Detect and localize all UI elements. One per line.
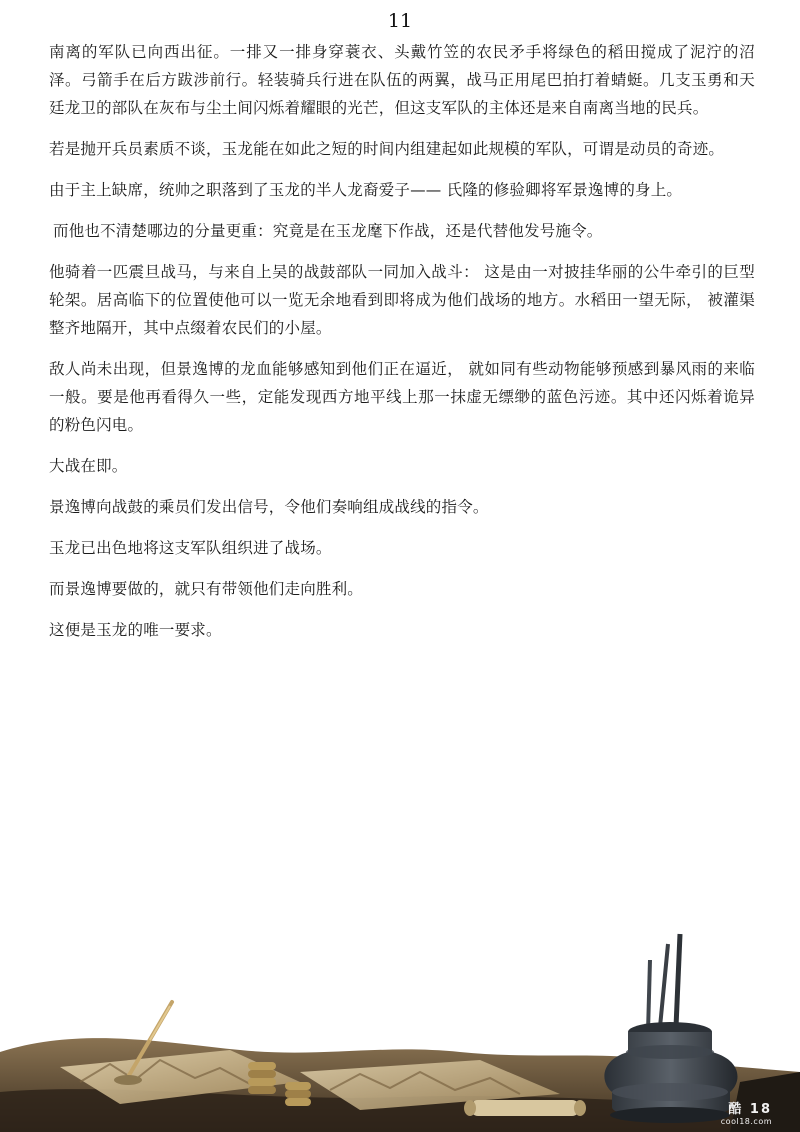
watermark	[721, 1098, 772, 1126]
paragraph: 敌人尚未出现，但景逸博的龙血能够感知到他们正在逼近， 就如同有些动物能够预感到暴风雨的来临一般。要是他再看得久一些，定能发现西方地平线上那一抹虚无缥缈的蓝色污迹。其中还闪烁着诡异的粉色闪电。	[49, 360, 755, 434]
scroll-icon	[464, 1100, 586, 1116]
watermark-site: cool18.com	[720, 1117, 772, 1126]
paragraph: 玉龙已出色地将这支军队组织进了战场。	[49, 539, 332, 557]
paragraph: 由于主上缺席，统帅之职落到了玉龙的半人龙裔爱子—— 氏隆的修验卿将军景逸博的身上。	[49, 181, 683, 199]
page-number: 11	[387, 10, 413, 32]
paragraph: 大战在即。	[49, 457, 128, 475]
paragraph: 若是抛开兵员素质不谈，玉龙能在如此之短的时间内组建起如此规模的军队，可谓是动员的奇迹。	[49, 140, 725, 158]
paragraph: 南离的军队已向西出征。一排又一排身穿蓑衣、头戴竹笠的农民矛手将绿色的稻田搅成了泥泞的沼泽。弓箭手在后方跋涉前行。轻装骑兵行进在队伍的两翼，战马正用尾巴拍打着蜻蜓。几支玉勇和天廷龙卫的部队在灰布与尘土间闪烁着耀眼的光芒，但这支军队的主体还是来自南离当地的民兵。	[49, 43, 755, 117]
paragraph: 他骑着一匹震旦战马，与来自上吴的战鼓部队一同加入战斗： 这是由一对披挂华丽的公牛牵引的巨型轮架。居高临下的位置使他可以一览无余地看到即将成为他们战场的地方。水稻田一望无际， 被灌渠整齐地隔开，其中点缀着农民们的小屋。	[49, 263, 755, 337]
paragraph: 这便是玉龙的唯一要求。	[49, 621, 222, 639]
paragraph: 而他也不清楚哪边的分量更重：究竟是在玉龙麾下作战，还是代替他发号施令。	[53, 222, 603, 240]
decorative-footer-art	[0, 932, 800, 1132]
paragraph: 景逸博向战鼓的乘员们发出信号，令他们奏响组成战线的指令。	[49, 498, 489, 516]
paragraph: 而景逸博要做的，就只有带领他们走向胜利。	[49, 580, 364, 598]
watermark-main: 酷 18	[728, 1102, 772, 1117]
ink-bottle-icon	[604, 934, 737, 1123]
article-body	[49, 38, 755, 657]
